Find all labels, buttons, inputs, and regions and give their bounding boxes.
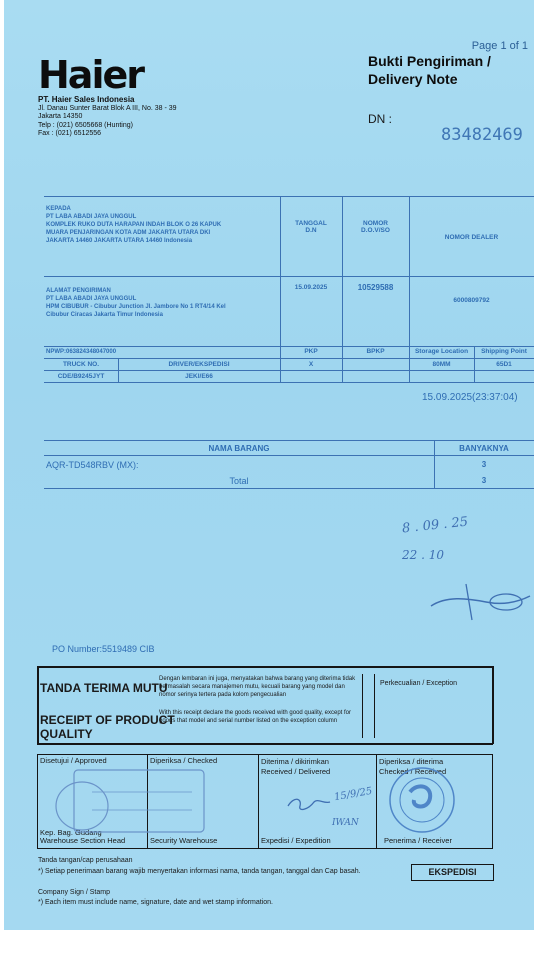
company-stamp-icon: [52, 764, 212, 838]
copy-type-badge: EKSPEDISI: [411, 864, 494, 881]
exception-label: Perkecualian / Exception: [380, 680, 458, 687]
handwritten-time: 22 . 10: [402, 548, 444, 562]
ship-to-line3: Cibubur Ciracas Jakarta Timur Indonesia: [46, 312, 163, 318]
expedition-label: Expedisi / Expedition: [261, 836, 331, 845]
checked-label: Diperiksa / Checked: [150, 756, 218, 765]
checked-received-id: Diperiksa / diterima: [379, 757, 444, 766]
truck-label: TRUCK NO.: [62, 361, 100, 368]
dealer-label: NOMOR DEALER: [444, 234, 499, 241]
col-nomor: [342, 220, 409, 234]
item-name: AQR-TD548RBV (MX):: [46, 460, 139, 470]
storage-label: Storage Location: [414, 348, 469, 355]
haier-logo: Haier: [38, 53, 143, 97]
print-timestamp: 15.09.2025(23:37:04): [422, 392, 518, 403]
shipping-value: 65D1: [496, 361, 512, 368]
receipt-title-id: TANDA TERIMA MUTU: [40, 681, 168, 695]
handwritten-signature-icon: [426, 576, 534, 626]
approved-label: Disetujui / Approved: [40, 756, 107, 765]
nomor-label: NOMOR: [363, 220, 388, 227]
warehouse-head-id: Kep. Bag. Gudang: [40, 828, 102, 837]
total-qty: 3: [481, 476, 487, 485]
company-telp: Telp : (021) 6505668 (Hunting): [38, 121, 133, 129]
dealer-value: 6000809792: [453, 297, 490, 304]
footer-line3: Company Sign / Stamp: [38, 889, 110, 896]
recipient-block: [46, 205, 221, 245]
recipient-line3: MUARA PENJARINGAN KOTA ADM JAKARTA UTARA DKI: [46, 230, 211, 236]
ship-to-line1: PT LABA ABADI JAYA UNGGUL: [46, 296, 137, 302]
footer-line4: *) Each item must include name, signature, date and wet stamp information.: [38, 899, 274, 906]
received-delivered-label: [261, 757, 330, 777]
items-qty-header: BANYAKNYA: [459, 444, 509, 453]
handwritten-date: 8 . 09 . 25: [401, 514, 469, 537]
document-title: [368, 52, 491, 88]
dn-number: 83482469: [441, 125, 523, 145]
recipient-line2: KOMPLEK RUKO DUTA HARAPAN INDAH BLOK O 26 KAPUK: [46, 222, 222, 228]
recipient-line4: JAKARTA 14460 JAKARTA UTARA 14460 Indonesia: [46, 238, 193, 244]
recipient-label: KEPADA: [46, 206, 71, 212]
pkp-label: PKP: [304, 348, 318, 355]
tanggal-value: 15.09.2025: [294, 284, 328, 291]
nomor-value: 10529588: [357, 283, 394, 292]
receipt-text-id: Dengan lembaran ini juga, menyatakan bahwa barang yang diterima tidak bermasalah secara manajemen mutu, kecuali barang yang model dan nomor serinya tertera pada kolom pengecualian: [159, 676, 356, 698]
items-name-header: NAMA BARANG: [208, 444, 270, 453]
receipt-title-en: RECEIPT OF PRODUCT: [40, 713, 175, 727]
warehouse-head-en: Warehouse Section Head: [40, 836, 126, 845]
dn-label-sub: D.N: [305, 227, 317, 234]
driver-value: JEKI/E66: [185, 373, 213, 380]
footer-line2: *) Setiap penerimaan barang wajib menyertakan informasi nama, tanda tangan, tanggal dan Cap basah.: [38, 868, 361, 875]
footer-line1: Tanda tangan/cap perusahaan: [38, 857, 133, 864]
ship-to-line2: HPM CIBUBUR - Cibubur Junction Jl. Jambore No 1 RT4/14 Kel: [46, 304, 226, 310]
received-en: Received / Delivered: [261, 767, 331, 776]
ship-to-block: [46, 287, 226, 319]
recipient-line1: PT LABA ABADI JAYA UNGGUL: [46, 214, 137, 220]
company-name: PT. Haier Sales Indonesia: [38, 95, 135, 104]
total-label: Total: [229, 476, 249, 486]
handwritten-sign-name: IWAN: [332, 818, 359, 828]
driver-label: DRIVER/EKSPEDISI: [168, 361, 230, 368]
expedition-signature-icon: [284, 792, 334, 816]
title-line2: Delivery Note: [368, 71, 458, 87]
po-number: PO Number:5519489 CIB: [52, 644, 155, 654]
receipt-text-en: With this receipt declare the goods received with good quality, except for goods that model and serial number listed on the exception column: [159, 710, 351, 724]
company-block: [38, 96, 177, 139]
dovso-label: D.O.V/SO: [361, 227, 390, 234]
pkp-value: X: [308, 361, 314, 368]
bpkp-label: BPKP: [366, 348, 385, 355]
received-id: Diterima / dikirimkan: [261, 757, 329, 766]
receiver-label: Penerima / Receiver: [384, 836, 452, 845]
receiver-stamp-icon: [382, 762, 458, 836]
npwp-value: NPWP:063824348047000: [46, 349, 117, 355]
col-tanggal: [280, 220, 342, 234]
page-number: Page 1 of 1: [471, 40, 528, 52]
title-line1: Bukti Pengiriman /: [368, 53, 491, 69]
company-address2: Jakarta 14350: [38, 113, 83, 120]
delivery-note-sheet: [4, 0, 534, 930]
checked-received-en: Checked / Received: [379, 767, 447, 776]
company-fax: Fax : (021) 6512556: [38, 130, 102, 137]
ship-to-label: ALAMAT PENGIRIMAN: [46, 288, 111, 294]
storage-value: 80MM: [432, 361, 451, 368]
item-qty: 3: [481, 460, 487, 469]
tanggal-label: TANGGAL: [295, 220, 327, 227]
dn-label: DN :: [368, 112, 392, 126]
handwritten-sign-date: 15/9/25: [333, 785, 374, 804]
security-label: Security Warehouse: [150, 836, 218, 845]
receipt-title-quality: QUALITY: [40, 727, 93, 741]
truck-value: CDE/B9245JYT: [57, 373, 105, 380]
shipping-label: Shipping Point: [481, 348, 527, 355]
company-address1: Jl. Danau Sunter Barat Blok A III, No. 38 - 39: [38, 104, 177, 112]
